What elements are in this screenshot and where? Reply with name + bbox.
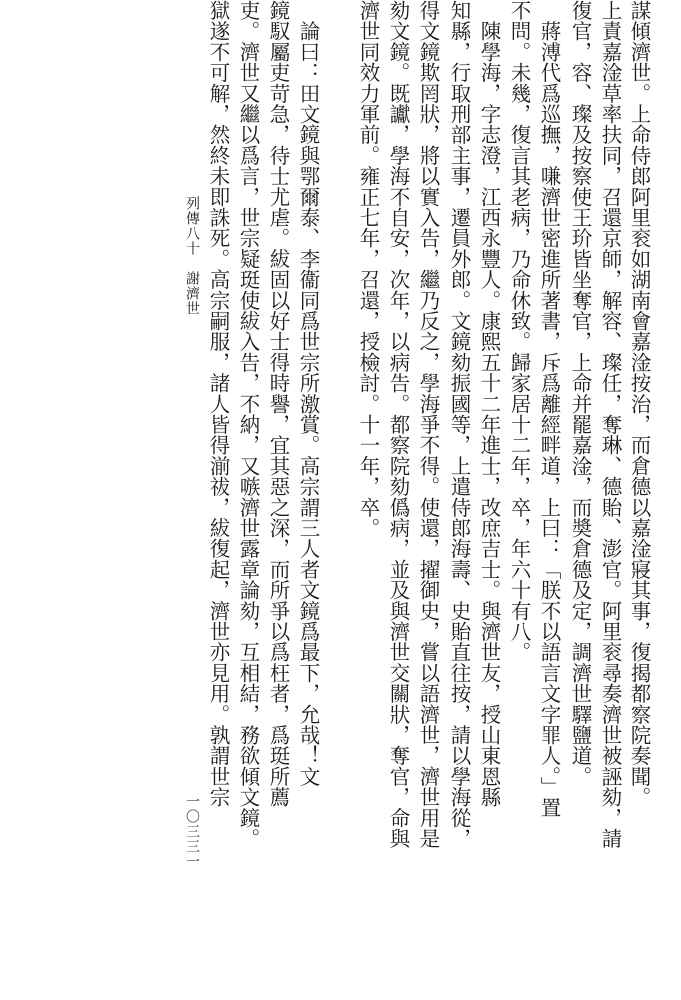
text-column: 復官，容、璨及按察使王玠皆坐奪官，上命并罷嘉淦，而奬倉德及定，調濟世驛鹽道。: [568, 0, 592, 787]
page-number: 一〇三三一: [184, 794, 200, 869]
text-column: 陳學海，字志澄，江西永豐人。康熙五十二年進士，改庶吉士。與濟世友，授山東恩縣: [477, 0, 501, 808]
text-column: 得文鏡欺罔狀，將以實入告，繼乃反之，學海爭不得。使還，擢御史，嘗以語濟世，濟世用是: [416, 0, 440, 849]
text-column: 知縣，行取刑部主事，遷員外郎。文鏡劾振國等，上遣侍郎海壽、史貽直往按，請以學海從，: [447, 0, 471, 849]
text-column: 上責嘉淦草率扶同，召還京師，解容、璨任，奪琳、德貽、澎官。阿里衮尋奏濟世被誣劾，請: [598, 0, 622, 849]
text-column: 濟世同效力軍前。雍正七年，召還，授檢討。十一年，卒。: [356, 0, 380, 539]
text-column: 獄遂不可解，然終未即誅死。高宗嗣服，諸人皆得湔祓，紱復起，濟世亦見用。孰謂世宗: [206, 0, 230, 808]
running-header: 列傳八十 謝濟世: [184, 196, 200, 316]
text-column: 劾文鏡。既讞，學海不自安，次年，以病告。都察院劾僞病，並及與濟世交關狀，奪官，命與: [386, 0, 410, 849]
text-column: 論曰：田文鏡與鄂爾泰、李衞同爲世宗所激賞。高宗謂三人者文鏡爲最下，允哉！文: [296, 0, 320, 787]
text-column: 謀傾濟世。上命侍郎阿里衮如湖南會嘉淦按治，而倉德以嘉淦寢其事，復揭都察院奏聞。: [627, 0, 651, 808]
text-column: 吏。濟世又繼以爲言，世宗疑珽使紱入告，不納，又嗾濟世露章論劾，互相結，務欲傾文鏡。: [236, 0, 260, 849]
text-column: 鏡馭屬吏苛急，待士尤虐。紱固以好士得時譽，宜其惡之深，而所爭以爲枉者，爲珽所薦: [266, 0, 290, 808]
text-column: 蔣溥代爲巡撫，嗛濟世密進所著書，斥爲離經畔道，上曰：「朕不以語言文字罪人。」置: [537, 0, 561, 818]
text-column: 不問。未幾，復言其老病，乃命休致。歸家居十二年，卒，年六十有八。: [507, 0, 531, 663]
